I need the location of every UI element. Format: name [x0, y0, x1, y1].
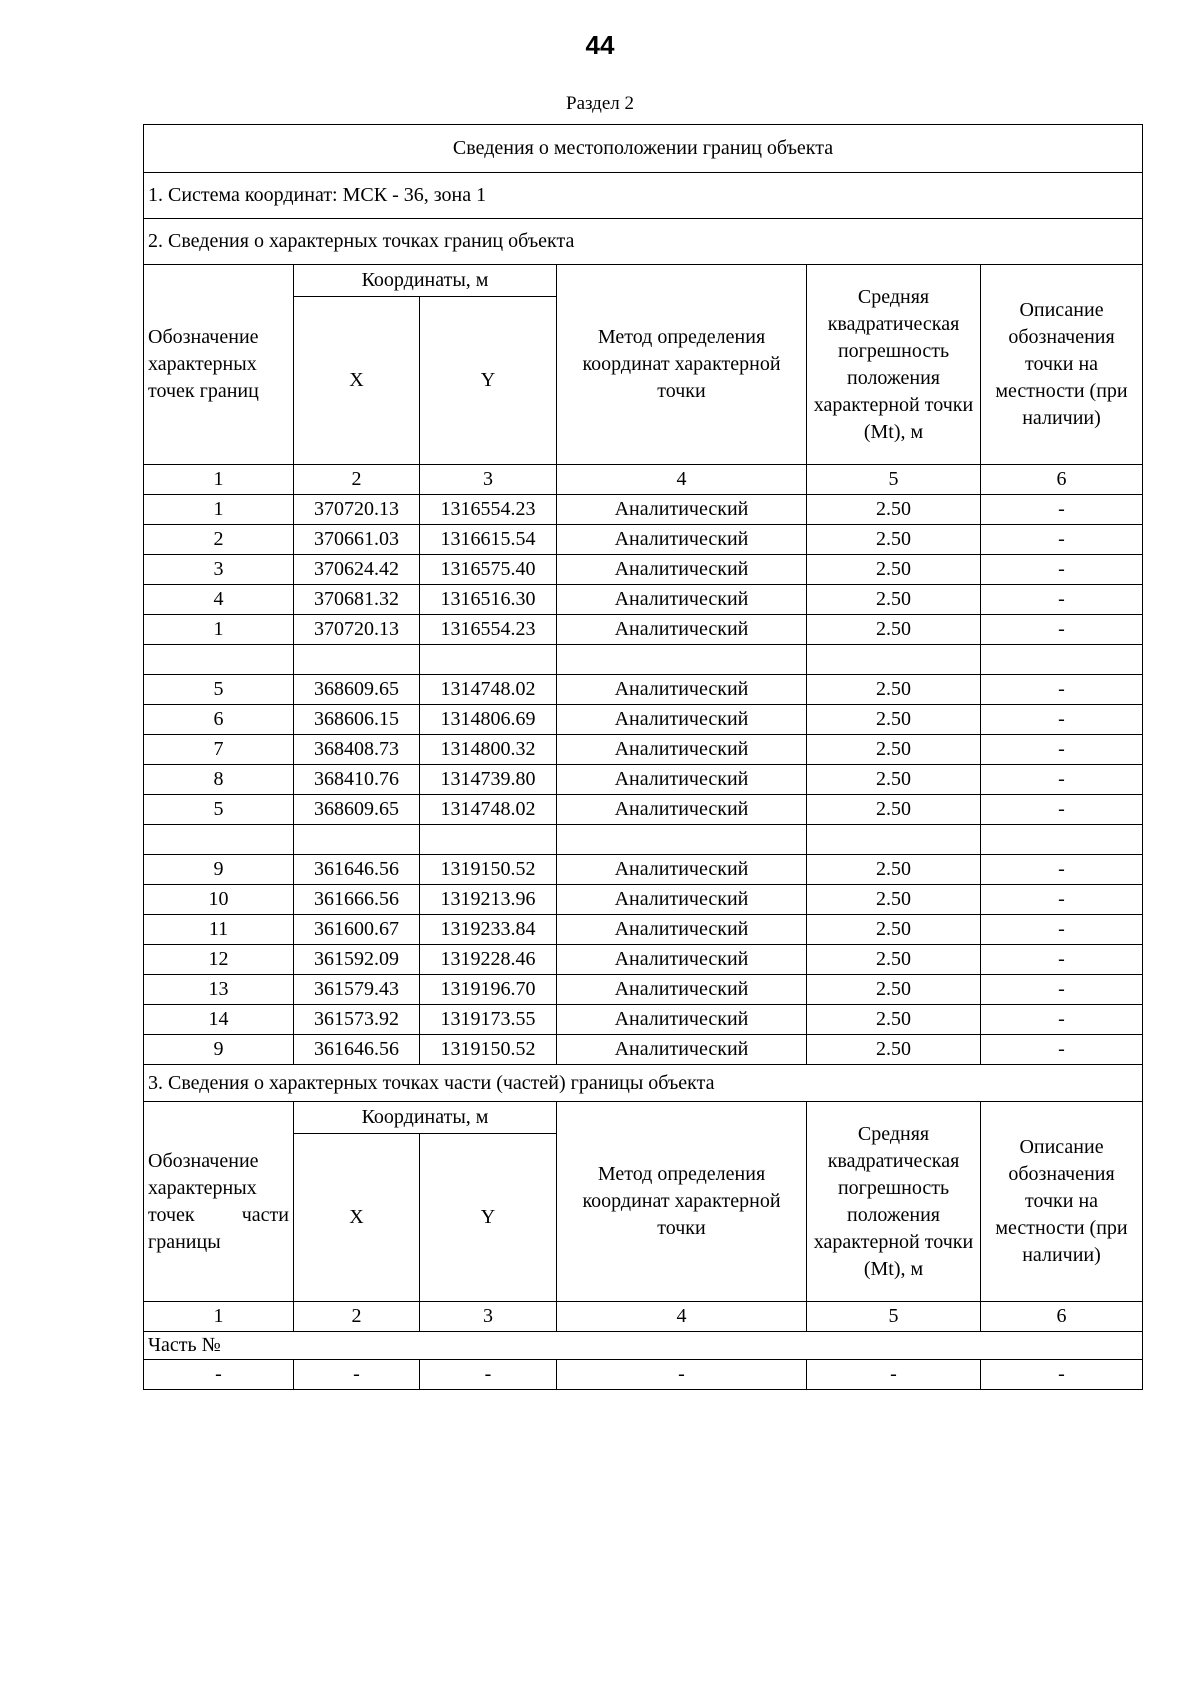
s3-header-line-3b: части — [241, 1203, 289, 1226]
cell-y: 1319173.55 — [420, 1005, 557, 1035]
cell-point-id: 10 — [144, 885, 294, 915]
cell-y: 1316615.54 — [420, 525, 557, 555]
s3-header-coordinates: Координаты, м — [294, 1102, 557, 1134]
column-number-6: 6 — [981, 1302, 1143, 1332]
blank-cell — [420, 825, 557, 855]
cell-x: 361646.56 — [294, 1035, 420, 1065]
cell-x: 361666.56 — [294, 885, 420, 915]
section2-title: 2. Сведения о характерных точках границ объекта — [144, 219, 1143, 265]
s3-header-description: Описание обозначения точки на местности (при наличии) — [981, 1102, 1143, 1302]
part-data-row — [144, 1360, 1143, 1390]
blank-cell — [981, 645, 1143, 675]
cell-method: Аналитический — [557, 615, 807, 645]
cell-x: 370661.03 — [294, 525, 420, 555]
cell-point-id: 7 — [144, 735, 294, 765]
cell-error: 2.50 — [807, 915, 981, 945]
cell-description: - — [981, 705, 1143, 735]
header-coordinates: Координаты, м — [294, 265, 557, 297]
cell-x: 361573.92 — [294, 1005, 420, 1035]
cell-method: Аналитический — [557, 1035, 807, 1065]
cell-y: 1319150.52 — [420, 855, 557, 885]
cell-description: - — [981, 585, 1143, 615]
cell-x: 368408.73 — [294, 735, 420, 765]
part-cell-x: - — [294, 1360, 420, 1390]
column-number-3: 3 — [420, 465, 557, 495]
cell-point-id: 11 — [144, 915, 294, 945]
blank-cell — [807, 825, 981, 855]
cell-error: 2.50 — [807, 855, 981, 885]
cell-description: - — [981, 735, 1143, 765]
table-row — [144, 1005, 1143, 1035]
cell-y: 1319196.70 — [420, 975, 557, 1005]
blank-cell — [807, 645, 981, 675]
table-title: Сведения о местоположении границ объекта — [144, 125, 1143, 173]
cell-y: 1316516.30 — [420, 585, 557, 615]
table-row — [144, 795, 1143, 825]
cell-y: 1314748.02 — [420, 795, 557, 825]
header-x: X — [294, 297, 420, 465]
cell-method: Аналитический — [557, 855, 807, 885]
cell-method: Аналитический — [557, 945, 807, 975]
cell-description: - — [981, 1035, 1143, 1065]
column-number-6: 6 — [981, 465, 1143, 495]
column-number-5: 5 — [807, 1302, 981, 1332]
s3-header-x: X — [294, 1134, 420, 1302]
cell-point-id: 5 — [144, 675, 294, 705]
table-row — [144, 975, 1143, 1005]
cell-error: 2.50 — [807, 735, 981, 765]
cell-method: Аналитический — [557, 495, 807, 525]
header-point-designation: Обозначение характерных точек границ — [144, 265, 294, 465]
cell-description: - — [981, 915, 1143, 945]
blank-cell — [144, 645, 294, 675]
cell-y: 1319228.46 — [420, 945, 557, 975]
table-row — [144, 675, 1143, 705]
table-row — [144, 735, 1143, 765]
cell-description: - — [981, 525, 1143, 555]
cell-x: 370624.42 — [294, 555, 420, 585]
table-row — [144, 585, 1143, 615]
cell-point-id: 1 — [144, 615, 294, 645]
table-row — [144, 495, 1143, 525]
table-row — [144, 1035, 1143, 1065]
column-number-5: 5 — [807, 465, 981, 495]
cell-error: 2.50 — [807, 1035, 981, 1065]
section3-header-row — [144, 1102, 1143, 1134]
part-cell-y: - — [420, 1360, 557, 1390]
blank-row — [144, 645, 1143, 675]
cell-error: 2.50 — [807, 555, 981, 585]
cell-description: - — [981, 495, 1143, 525]
cell-error: 2.50 — [807, 585, 981, 615]
table-row — [144, 945, 1143, 975]
section2-header-row — [144, 265, 1143, 297]
section3-title-row — [144, 1065, 1143, 1102]
section2-column-numbers — [144, 465, 1143, 495]
blank-row — [144, 825, 1143, 855]
table-row — [144, 525, 1143, 555]
cell-point-id: 9 — [144, 855, 294, 885]
table-row — [144, 765, 1143, 795]
header-method: Метод определения координат характерной точки — [557, 265, 807, 465]
cell-method: Аналитический — [557, 975, 807, 1005]
cell-description: - — [981, 945, 1143, 975]
table-row — [144, 855, 1143, 885]
cell-method: Аналитический — [557, 555, 807, 585]
cell-error: 2.50 — [807, 795, 981, 825]
blank-cell — [294, 825, 420, 855]
column-number-2: 2 — [294, 1302, 420, 1332]
section-label: Раздел 2 — [566, 93, 634, 114]
table-row — [144, 915, 1143, 945]
cell-point-id: 5 — [144, 795, 294, 825]
cell-y: 1314806.69 — [420, 705, 557, 735]
boundary-table — [143, 124, 1143, 1390]
cell-point-id: 3 — [144, 555, 294, 585]
cell-error: 2.50 — [807, 1005, 981, 1035]
cell-y: 1316554.23 — [420, 495, 557, 525]
cell-x: 361592.09 — [294, 945, 420, 975]
table-row — [144, 885, 1143, 915]
column-number-3: 3 — [420, 1302, 557, 1332]
cell-y: 1316554.23 — [420, 615, 557, 645]
cell-point-id: 14 — [144, 1005, 294, 1035]
part-label-row — [144, 1332, 1143, 1360]
column-number-4: 4 — [557, 465, 807, 495]
blank-cell — [981, 825, 1143, 855]
cell-error: 2.50 — [807, 705, 981, 735]
blank-cell — [144, 825, 294, 855]
part-cell-point-id: - — [144, 1360, 294, 1390]
s3-header-line-3 — [148, 1202, 289, 1229]
cell-description: - — [981, 765, 1143, 795]
header-description: Описание обозначения точки на местности (при наличии) — [981, 265, 1143, 465]
header-error: Средняя квадратическая погрешность положения характерной точки (Mt), м — [807, 265, 981, 465]
cell-error: 2.50 — [807, 495, 981, 525]
s3-header-line-3a: точек — [148, 1203, 195, 1226]
page-number: 44 — [585, 30, 615, 60]
cell-x: 361579.43 — [294, 975, 420, 1005]
cell-method: Аналитический — [557, 525, 807, 555]
cell-error: 2.50 — [807, 885, 981, 915]
cell-y: 1319233.84 — [420, 915, 557, 945]
cell-method: Аналитический — [557, 1005, 807, 1035]
coord-system-row — [144, 173, 1143, 219]
cell-description: - — [981, 885, 1143, 915]
cell-point-id: 12 — [144, 945, 294, 975]
part-cell-method: - — [557, 1360, 807, 1390]
title-row — [144, 125, 1143, 173]
table-row — [144, 705, 1143, 735]
cell-x: 368609.65 — [294, 675, 420, 705]
cell-y: 1319150.52 — [420, 1035, 557, 1065]
blank-cell — [557, 825, 807, 855]
column-number-1: 1 — [144, 1302, 294, 1332]
cell-error: 2.50 — [807, 525, 981, 555]
cell-method: Аналитический — [557, 675, 807, 705]
cell-y: 1314748.02 — [420, 675, 557, 705]
blank-cell — [294, 645, 420, 675]
cell-x: 368609.65 — [294, 795, 420, 825]
cell-point-id: 9 — [144, 1035, 294, 1065]
part-label: Часть № — [144, 1332, 1143, 1360]
cell-error: 2.50 — [807, 765, 981, 795]
cell-x: 368410.76 — [294, 765, 420, 795]
cell-description: - — [981, 975, 1143, 1005]
cell-description: - — [981, 555, 1143, 585]
cell-point-id: 1 — [144, 495, 294, 525]
cell-description: - — [981, 615, 1143, 645]
cell-error: 2.50 — [807, 675, 981, 705]
column-number-1: 1 — [144, 465, 294, 495]
table-row — [144, 555, 1143, 585]
cell-point-id: 6 — [144, 705, 294, 735]
cell-x: 370720.13 — [294, 615, 420, 645]
section3-column-numbers — [144, 1302, 1143, 1332]
s3-header-line-1: Обозначение — [148, 1149, 259, 1172]
cell-y: 1316575.40 — [420, 555, 557, 585]
cell-description: - — [981, 795, 1143, 825]
cell-method: Аналитический — [557, 735, 807, 765]
s3-header-y: Y — [420, 1134, 557, 1302]
s3-header-method: Метод определения координат характерной точки — [557, 1102, 807, 1302]
coord-system: 1. Система координат: МСК - 36, зона 1 — [144, 173, 1143, 219]
cell-description: - — [981, 675, 1143, 705]
cell-point-id: 4 — [144, 585, 294, 615]
cell-error: 2.50 — [807, 945, 981, 975]
cell-error: 2.50 — [807, 975, 981, 1005]
section2-title-row — [144, 219, 1143, 265]
cell-x: 370720.13 — [294, 495, 420, 525]
cell-x: 361600.67 — [294, 915, 420, 945]
cell-method: Аналитический — [557, 885, 807, 915]
cell-y: 1314739.80 — [420, 765, 557, 795]
cell-method: Аналитический — [557, 915, 807, 945]
s3-header-line-2: характерных — [148, 1176, 257, 1199]
header-y: Y — [420, 297, 557, 465]
table-row — [144, 615, 1143, 645]
cell-y: 1319213.96 — [420, 885, 557, 915]
section3-title: 3. Сведения о характерных точках части (частей) границы объекта — [144, 1065, 1143, 1102]
column-number-2: 2 — [294, 465, 420, 495]
cell-point-id: 13 — [144, 975, 294, 1005]
part-cell-error: - — [807, 1360, 981, 1390]
column-number-4: 4 — [557, 1302, 807, 1332]
cell-point-id: 2 — [144, 525, 294, 555]
s3-header-error: Средняя квадратическая погрешность положения характерной точки (Mt), м — [807, 1102, 981, 1302]
cell-description: - — [981, 1005, 1143, 1035]
blank-cell — [420, 645, 557, 675]
cell-description: - — [981, 855, 1143, 885]
cell-method: Аналитический — [557, 705, 807, 735]
cell-x: 361646.56 — [294, 855, 420, 885]
cell-x: 368606.15 — [294, 705, 420, 735]
s3-header-line-4: границы — [148, 1230, 221, 1253]
cell-error: 2.50 — [807, 615, 981, 645]
s3-header-point-designation — [144, 1102, 294, 1302]
cell-method: Аналитический — [557, 765, 807, 795]
blank-cell — [557, 645, 807, 675]
cell-method: Аналитический — [557, 795, 807, 825]
cell-x: 370681.32 — [294, 585, 420, 615]
cell-y: 1314800.32 — [420, 735, 557, 765]
part-cell-description: - — [981, 1360, 1143, 1390]
cell-point-id: 8 — [144, 765, 294, 795]
cell-method: Аналитический — [557, 585, 807, 615]
